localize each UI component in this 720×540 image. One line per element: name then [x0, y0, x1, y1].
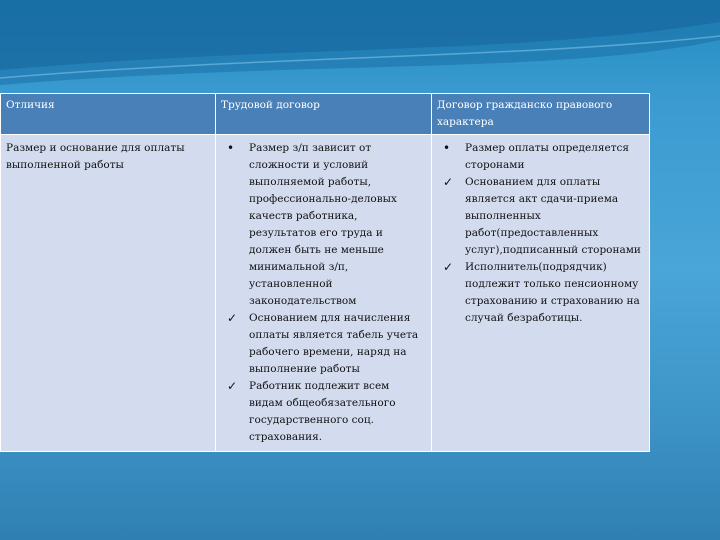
checkmark-icon: ✓ — [227, 379, 238, 393]
civil-contract-cell — [432, 135, 650, 452]
table-header-row — [1, 94, 650, 135]
checkmark-icon: ✓ — [443, 260, 454, 274]
labor-contract-cell — [216, 135, 432, 452]
table-row — [1, 135, 650, 452]
list-item: ✓ Основанием для оплаты является акт сдачи-приема выполненных работ(предоставленных услуг),подписанный сторонами — [443, 175, 641, 256]
list-item: ✓ Основанием для начисления оплаты является табель учета рабочего времени, наряд на выполнение работы — [227, 311, 419, 375]
checkmark-icon: ✓ — [443, 175, 454, 189]
list-item: ✓ Работник подлежит всем видам общеобязательного государственного соц. страхования. — [227, 379, 396, 443]
list-item: • Размер оплаты определяется сторонами — [443, 141, 630, 171]
row-label-cell — [1, 135, 216, 452]
list-item: ✓ Исполнитель(подрядчик) подлежит только пенсионному страхованию и страхованию на случай безработицы. — [443, 260, 640, 324]
labor-items-list — [221, 140, 426, 446]
list-item: • Размер з/п зависит от сложности и условий выполняемой работы, профессионально-деловых качеств работника, результатов его труда и должен быть не меньше минимальной з/п, установленной законодательством — [227, 141, 397, 307]
bullet-icon: • — [227, 141, 235, 155]
bullet-icon: • — [443, 141, 451, 155]
header-civil-contract: Договор гражданско правового характера — [432, 94, 650, 135]
comparison-table — [0, 93, 650, 452]
row-label: Размер и основание для оплаты выполненной работы — [6, 142, 185, 171]
header-labor-contract: Трудовой договор — [216, 94, 432, 135]
civil-items-list — [437, 140, 644, 327]
checkmark-icon: ✓ — [227, 311, 238, 325]
header-differences: Отличия — [1, 94, 216, 135]
